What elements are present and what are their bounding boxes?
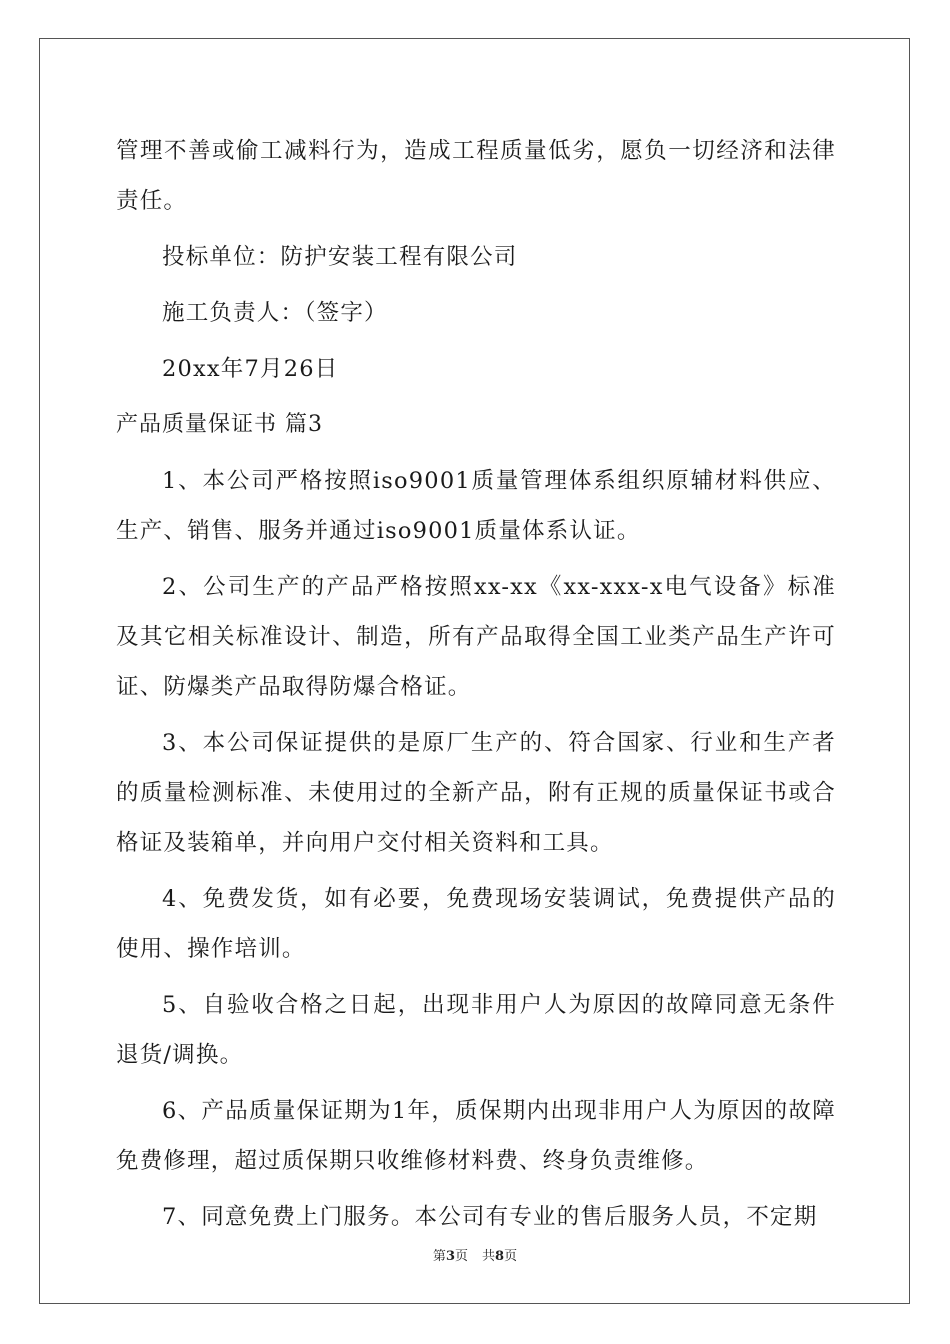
paragraph-liability: 管理不善或偷工减料行为，造成工程质量低劣，愿负一切经济和法律责任。 (116, 138, 836, 214)
list-item: 2、公司生产的产品严格按照xx-xx《xx-xxx-x电气设备》标准及其它相关标准设计、制造，所有产品取得全国工业类产品生产许可证、防爆类产品取得防爆合格证。 (116, 574, 836, 700)
section-heading: 产品质量保证书 篇3 (116, 412, 323, 437)
total-prefix: 共 (482, 1249, 496, 1264)
paragraph-date: 20xx年7月26日 (162, 356, 339, 382)
page-current: 3 (445, 1249, 455, 1264)
page-total: 8 (495, 1249, 505, 1264)
paragraph-signatory: 施工负责人：（签字） (162, 300, 388, 326)
page-mid: 页 (454, 1249, 468, 1264)
list-item: 6、产品质量保证期为1年，质保期内出现非用户人为原因的故障免费修理，超过质保期只收维修材料费、终身负责维修。 (116, 1098, 836, 1174)
list-item: 7、同意免费上门服务。本公司有专业的售后服务人员，不定期 (162, 1204, 818, 1230)
list-item: 3、本公司保证提供的是原厂生产的、符合国家、行业和生产者的质量检测标准、未使用过的全新产品，附有正规的质量保证书或合格证及装箱单，并向用户交付相关资料和工具。 (116, 730, 836, 856)
list-item: 5、自验收合格之日起，出现非用户人为原因的故障同意无条件退货/调换。 (116, 992, 836, 1068)
total-suffix: 页 (504, 1249, 518, 1264)
page-footer (0, 1245, 950, 1264)
list-item: 4、免费发货，如有必要，免费现场安装调试，免费提供产品的使用、操作培训。 (116, 886, 836, 962)
paragraph-bidder: 投标单位：防护安装工程有限公司 (162, 244, 518, 270)
list-item: 1、本公司严格按照iso9001质量管理体系组织原辅材料供应、生产、销售、服务并通过iso9001质量体系认证。 (116, 468, 836, 544)
page-prefix: 第 (432, 1249, 446, 1264)
document-body (116, 126, 836, 1248)
